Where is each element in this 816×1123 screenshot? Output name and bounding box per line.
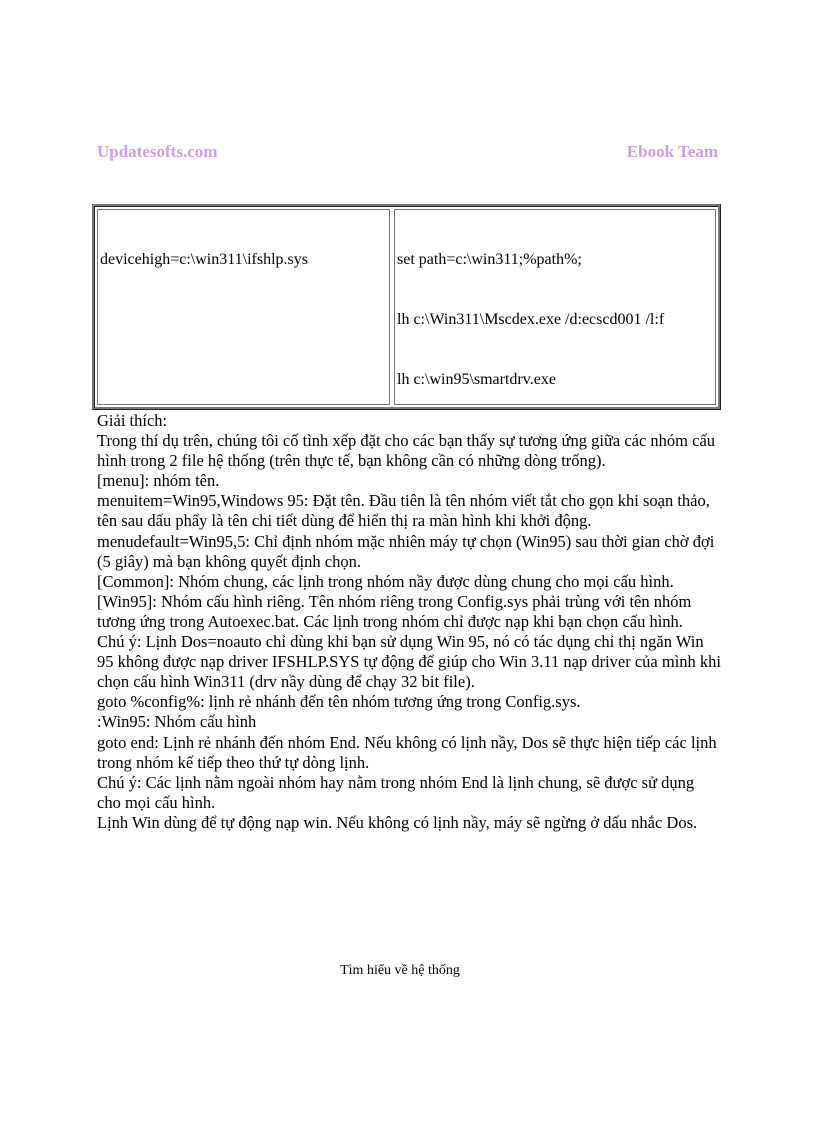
paragraph: Chú ý: Lịnh Dos=noauto chỉ dùng khi bạn sử dụng Win 95, nó có tác dụng chỉ thị ngăn Win 95 không được nạp driver IFSHLP.SYS tự động để giúp cho Win 3.11 nạp driver của mình khi chọn cấu hình Win311 (drv nầy dùng để chạy 32 bit file). [97, 632, 722, 692]
paragraph: [Common]: Nhóm chung, các lịnh trong nhóm nầy được dùng chung cho mọi cấu hình. [97, 571, 674, 591]
paragraph: goto %config%: lịnh rẻ nhánh đến tên nhóm tương ứng trong Config.sys. [97, 692, 581, 712]
header-site-name: Updatesofts.com [97, 142, 218, 161]
paragraph: [menu]: nhóm tên. [97, 471, 220, 491]
config-sys-cell [97, 209, 390, 405]
header-team-name: Ebook Team [626, 142, 718, 161]
paragraph: [Win95]: Nhóm cấu hình riêng. Tên nhóm riêng trong Config.sys phải trùng với tên nhóm tương ứng trong Autoexec.bat. Các lịnh trong nhóm chỉ được nạp khi bạn chọn cấu hình. [97, 591, 692, 631]
autoexec-line: lh c:\win95\smartdrv.exe [397, 371, 556, 388]
paragraph: Trong thí dụ trên, chúng tôi cố tình xếp đặt cho các bạn thấy sự tương ứng giữa các nhóm cấu hình trong 2 file hệ thống (trên thực tế, bạn không cần có những dòng trống). [97, 431, 716, 471]
autoexec-line: set path=c:\win311;%path%; [397, 251, 582, 268]
paragraph: menuitem=Win95,Windows 95: Đặt tên. Đầu tiên là tên nhóm viết tắt cho gọn khi soạn thảo, tên sau dấu phẩy là tên chi tiết dùng để hiển thị ra màn hình khi khởi động. [97, 491, 710, 531]
page-footer: Tìm hiểu về hệ thống [340, 963, 460, 978]
paragraph: :Win95: Nhóm cấu hình [97, 712, 257, 732]
config-table [92, 204, 721, 410]
paragraph: Chú ý: Các lịnh nằm ngoài nhóm hay nằm trong nhóm End là lịnh chung, sẽ được sử dụng cho mọi cấu hình. [97, 772, 695, 812]
paragraph: menudefault=Win95,5: Chỉ định nhóm mặc nhiên máy tự chọn (Win95) sau thời gian chờ đợi (5 giây) mà bạn không quyết định chọn. [97, 531, 715, 571]
config-line [100, 310, 387, 330]
autoexec-bat-cell [394, 209, 716, 405]
explanation-text [97, 411, 721, 833]
paragraph: Giải thích: [97, 411, 168, 430]
paragraph: goto end: Lịnh rẻ nhánh đến nhóm End. Nếu không có lịnh nầy, Dos sẽ thực hiện tiếp các lịnh trong nhóm kế tiếp theo thứ tự dòng lịnh. [97, 732, 717, 772]
paragraph: Lịnh Win dùng để tự động nạp win. Nếu không có lịnh nầy, máy sẽ ngừng ở dấu nhắc Dos. [97, 812, 698, 832]
config-line [100, 370, 387, 390]
config-line: devicehigh=c:\win311\ifshlp.sys [100, 251, 308, 268]
autoexec-line: lh c:\Win311\Mscdex.exe /d:ecscd001 /l:f [397, 311, 665, 328]
